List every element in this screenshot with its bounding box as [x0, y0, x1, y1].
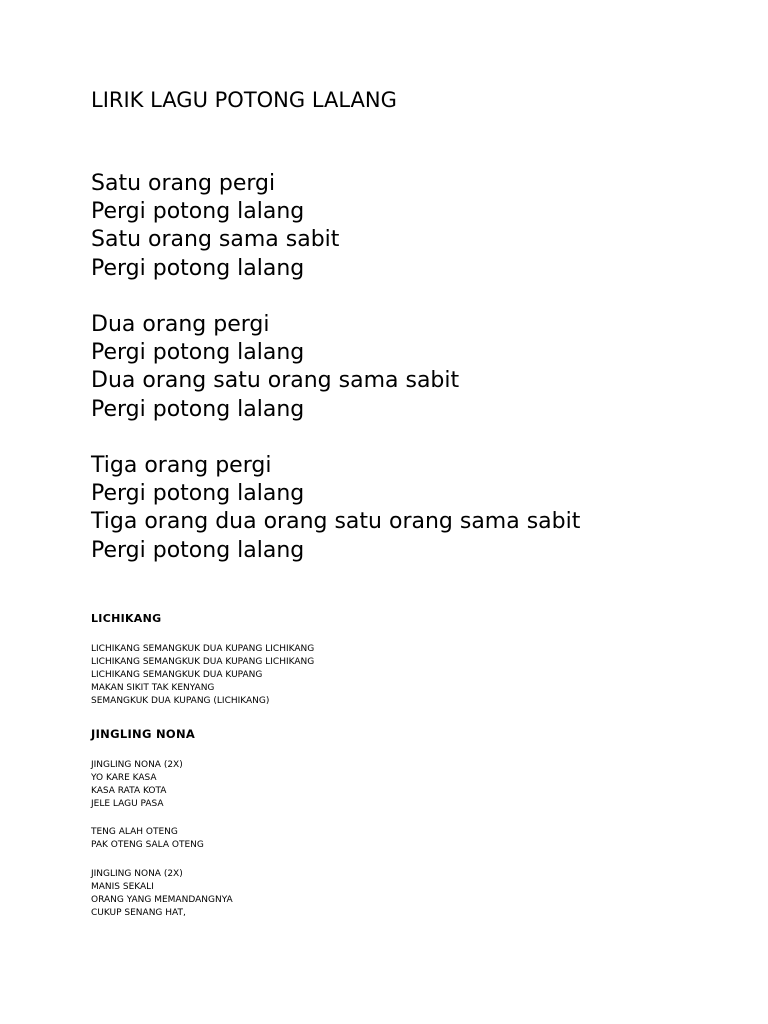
lyric-line: CUKUP SENANG HAT, [91, 908, 186, 918]
lyric-line: LICHIKANG SEMANGKUK DUA KUPANG [91, 670, 263, 680]
jingling-nona-stanza-2 [91, 826, 204, 852]
lyric-line: Satu orang sama sabit [91, 227, 340, 253]
lyric-line: Pergi potong lalang [91, 537, 305, 563]
lyric-line: JELE LAGU PASA [91, 799, 164, 809]
lyric-line: Dua orang pergi [91, 312, 270, 337]
lyric-line: Tiga orang pergi [91, 453, 272, 478]
lyric-line: Pergi potong lalang [91, 199, 305, 225]
potong-lalang-stanza-3 [91, 452, 580, 565]
lyric-line: Pergi potong lalang [91, 340, 305, 366]
jingling-nona-stanza-1 [91, 759, 183, 811]
lyric-line: Tiga orang dua orang satu orang sama sabit [91, 509, 581, 535]
lyric-line: SEMANGKUK DUA KUPANG (LICHIKANG) [91, 696, 270, 706]
lyric-line: Pergi potong lalang [91, 396, 305, 422]
lyric-line: KASA RATA KOTA [91, 786, 167, 796]
jingling-nona-stanza-3 [91, 868, 233, 920]
lyric-line: MAKAN SIKIT TAK KENYANG [91, 683, 215, 693]
lichikang-title: LICHIKANG [91, 612, 162, 625]
lyric-line: LICHIKANG SEMANGKUK DUA KUPANG LICHIKANG [91, 657, 315, 667]
lyric-line: MANIS SEKALI [91, 882, 154, 892]
lichikang-stanza [91, 643, 314, 708]
lyric-line: JINGLING NONA (2X) [91, 760, 183, 770]
lyric-line: YO KARE KASA [91, 773, 157, 783]
lyric-line: PAK OTENG SALA OTENG [91, 840, 204, 850]
lyric-line: TENG ALAH OTENG [91, 827, 178, 837]
lyric-line: Pergi potong lalang [91, 255, 305, 281]
lyric-line: Pergi potong lalang [91, 481, 305, 507]
lyric-line: JINGLING NONA (2X) [91, 869, 183, 879]
potong-lalang-stanza-1 [91, 170, 339, 283]
lyric-line: ORANG YANG MEMANDANGNYA [91, 895, 233, 905]
document-title: LIRIK LAGU POTONG LALANG [91, 88, 397, 112]
lyric-line: Satu orang pergi [91, 171, 276, 196]
lyric-line: Dua orang satu orang sama sabit [91, 368, 460, 394]
lyric-line: LICHIKANG SEMANGKUK DUA KUPANG LICHIKANG [91, 644, 315, 654]
jingling-nona-title: JINGLING NONA [91, 727, 196, 741]
potong-lalang-stanza-2 [91, 311, 459, 424]
